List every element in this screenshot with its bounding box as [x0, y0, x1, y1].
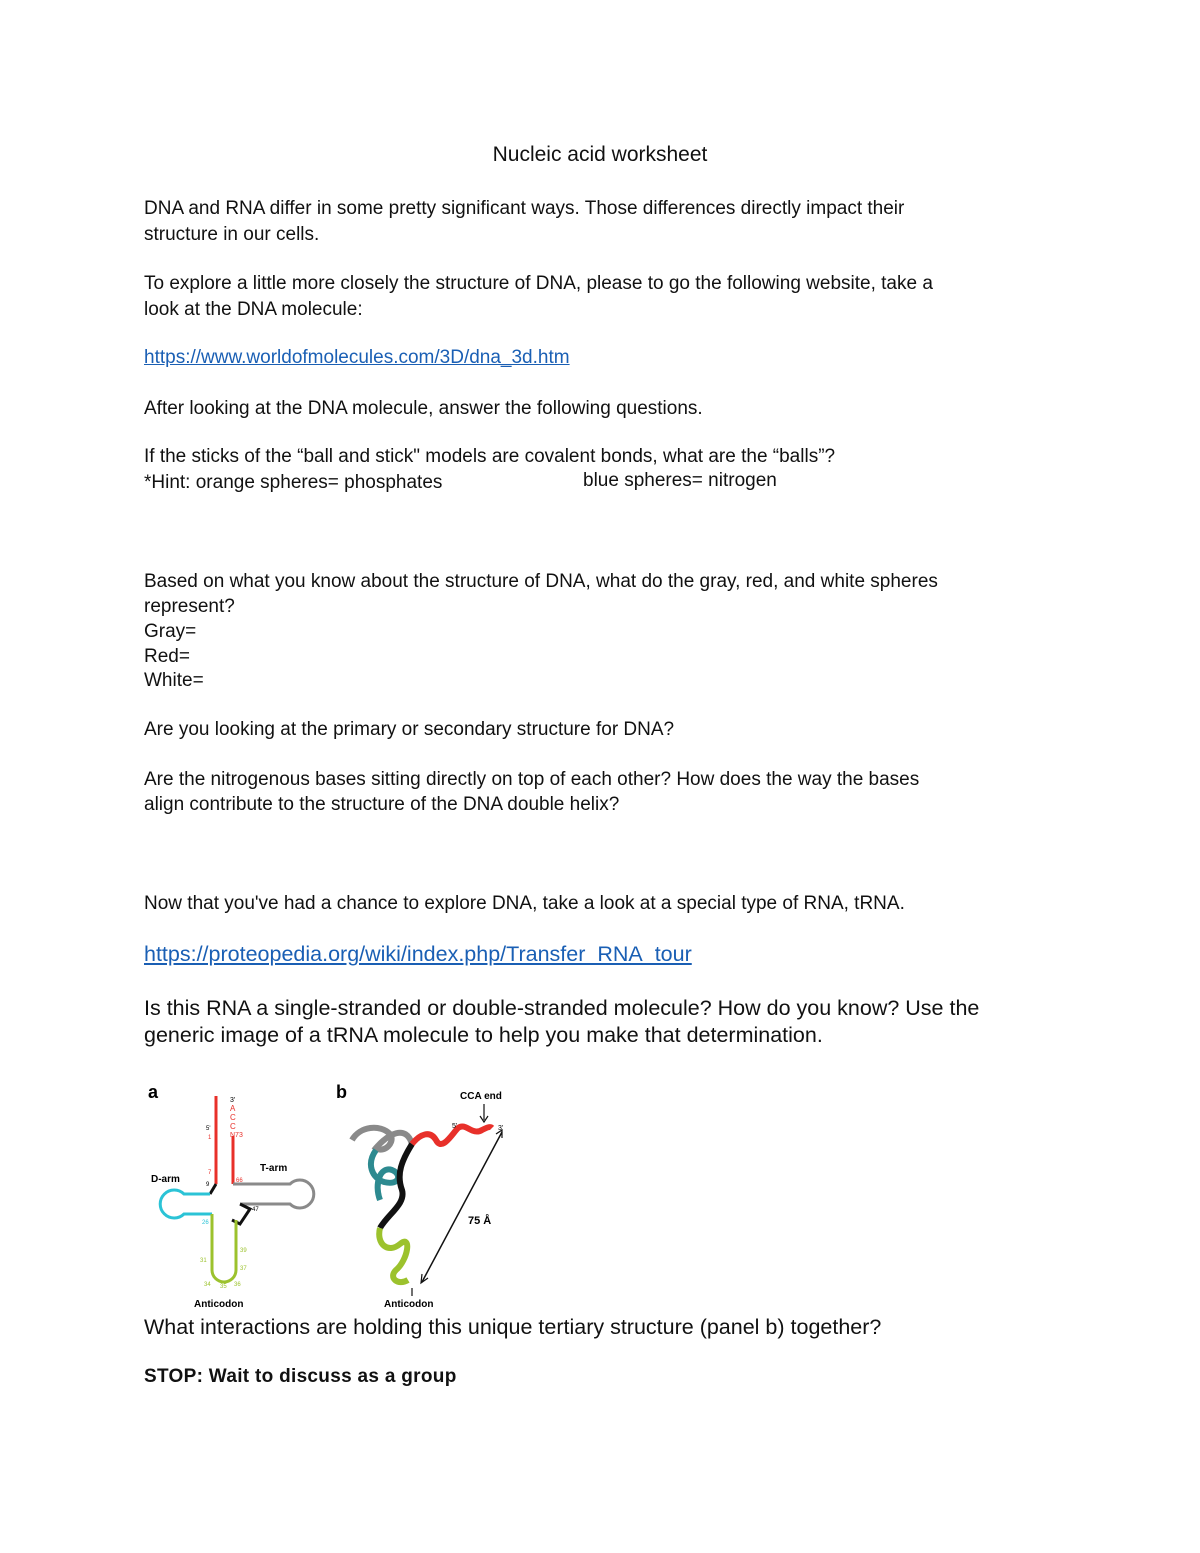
page-title: Nucleic acid worksheet: [492, 143, 708, 166]
pos-7-label: 7: [208, 1170, 212, 1176]
pos-39-label: 39: [240, 1248, 247, 1254]
five-prime-label: 5': [206, 1126, 211, 1132]
question-interactions: What interactions are holding this unique tertiary structure (panel b) together?: [144, 1315, 882, 1339]
d-arm-loop: [160, 1190, 212, 1218]
seq-c1: C: [230, 1113, 236, 1122]
distance-arrow: [422, 1132, 502, 1282]
intro-text-line2: structure in our cells.: [144, 224, 320, 245]
red-answer-label: Red=: [144, 646, 190, 667]
trna-figure: [140, 1074, 540, 1314]
panel-a-label: a: [148, 1082, 159, 1102]
hint-phosphates: *Hint: orange spheres= phosphates: [144, 472, 443, 493]
b-five-prime-label: 5': [452, 1123, 458, 1130]
ribbon-green: [379, 1228, 408, 1282]
connector-strand: [210, 1184, 216, 1194]
seq-n73: N73: [230, 1132, 243, 1139]
pos-31-label: 31: [200, 1258, 207, 1264]
d-arm-label: D-arm: [151, 1174, 180, 1185]
pos-37-label: 37: [240, 1266, 247, 1272]
anticodon-arm: [212, 1214, 236, 1282]
gray-answer-label: Gray=: [144, 621, 197, 642]
pos-36-label: 36: [234, 1282, 241, 1288]
trna-website-link[interactable]: https://proteopedia.org/wiki/index.php/Transfer_RNA_tour: [144, 942, 692, 966]
white-answer-label: White=: [144, 670, 204, 691]
b-three-prime-label: 3': [498, 1125, 504, 1132]
t-arm-label: T-arm: [260, 1163, 288, 1174]
ribbon-gray: [352, 1128, 412, 1150]
pos-1-label: 1: [208, 1135, 212, 1141]
pos-35-label: 35: [220, 1284, 227, 1290]
stop-instruction: STOP: Wait to discuss as a group: [144, 1366, 457, 1387]
ribbon-teal: [371, 1150, 398, 1200]
pos-34-label: 34: [204, 1282, 211, 1288]
pos-66-label: 66: [236, 1178, 243, 1184]
distance-label: 75 Å: [468, 1215, 492, 1227]
rna-intro-text: Now that you've had a chance to explore DNA, take a look at a special type of RNA, tRNA.: [144, 893, 905, 914]
question-balls: If the sticks of the “ball and stick" models are covalent bonds, what are the “balls”?: [144, 446, 836, 467]
ribbon-black: [380, 1144, 412, 1228]
dna-website-link[interactable]: https://www.worldofmolecules.com/3D/dna_3d.htm: [144, 347, 570, 368]
hint-nitrogen: blue spheres= nitrogen: [583, 470, 777, 491]
pos-26-label: 26: [202, 1220, 209, 1226]
question-bases-line2: align contribute to the structure of the DNA double helix?: [144, 794, 620, 815]
pos-9-label: 9: [206, 1182, 210, 1188]
intro-text-line1: DNA and RNA differ in some pretty significant ways. Those differences directly impact their: [144, 198, 905, 219]
explore-text-line2: look at the DNA molecule:: [144, 299, 363, 320]
question-bases-line1: Are the nitrogenous bases sitting directly on top of each other? How does the way the bases: [144, 769, 920, 790]
question-strand-line2: generic image of a tRNA molecule to help you make that determination.: [144, 1023, 823, 1047]
question-spheres-line2: represent?: [144, 596, 235, 617]
three-prime-label: 3': [230, 1097, 236, 1104]
seq-a: A: [230, 1104, 236, 1113]
t-arm-loop: [233, 1180, 314, 1208]
question-spheres-line1: Based on what you know about the structure of DNA, what do the gray, red, and white spheres: [144, 571, 938, 592]
cca-end-label: CCA end: [460, 1091, 502, 1102]
after-looking-text: After looking at the DNA molecule, answer the following questions.: [144, 398, 703, 419]
seq-c2: C: [230, 1122, 236, 1131]
question-strand-line1: Is this RNA a single-stranded or double-stranded molecule? How do you know? Use the: [144, 996, 980, 1020]
anticodon-a-label: Anticodon: [194, 1299, 244, 1310]
anticodon-b-label: Anticodon: [384, 1299, 434, 1310]
explore-text-line1: To explore a little more closely the structure of DNA, please to go the following website, take a: [144, 273, 933, 294]
pos-47-label: 47: [252, 1207, 259, 1213]
question-structure: Are you looking at the primary or secondary structure for DNA?: [144, 719, 675, 740]
panel-b-label: b: [336, 1082, 347, 1102]
